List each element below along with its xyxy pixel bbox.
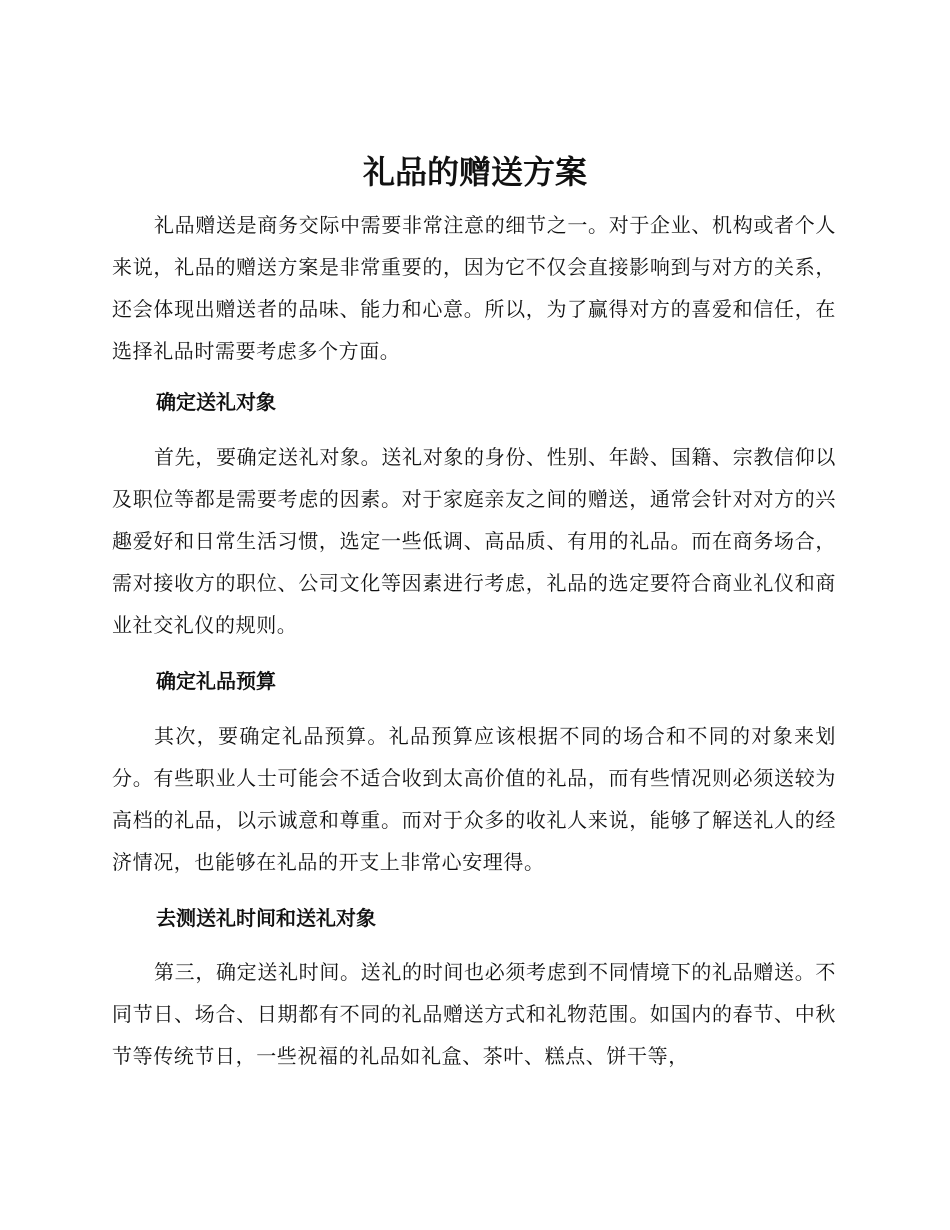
- section-heading-timing: 去测送礼时间和送礼对象: [156, 906, 376, 930]
- section-heading-budget: 确定礼品预算: [156, 669, 276, 693]
- intro-paragraph: 礼品赠送是商务交际中需要非常注意的细节之一。对于企业、机构或者个人来说，礼品的赠送方案是非常重要的，因为它不仅会直接影响到与对方的关系，还会体现出赠送者的品味、能力和心意。所以，为了赢得对方的喜爱和信任，在选择礼品时需要考虑多个方面。: [112, 213, 836, 363]
- section-body-recipient: 首先，要确定送礼对象。送礼对象的身份、性别、年龄、国籍、宗教信仰以及职位等都是需要考虑的因素。对于家庭亲友之间的赠送，通常会针对对方的兴趣爱好和日常生活习惯，选定一些低调、高品质、有用的礼品。而在商务场合，需对接收方的职位、公司文化等因素进行考虑，礼品的选定要符合商业礼仪和商业社交礼仪的规则。: [112, 445, 836, 637]
- document-title: 礼品的赠送方案: [362, 153, 587, 191]
- section-body-budget: 其次，要确定礼品预算。礼品预算应该根据不同的场合和不同的对象来划分。有些职业人士可能会不适合收到太高价值的礼品，而有些情况则必须送较为高档的礼品，以示诚意和尊重。而对于众多的收礼人来说，能够了解送礼人的经济情况，也能够在礼品的开支上非常心安理得。: [112, 724, 836, 874]
- section-heading-recipient: 确定送礼对象: [156, 390, 276, 414]
- section-body-timing: 第三，确定送礼时间。送礼的时间也必须考虑到不同情境下的礼品赠送。不同节日、场合、日期都有不同的礼品赠送方式和礼物范围。如国内的春节、中秋节等传统节日，一些祝福的礼品如礼盒、茶叶、糕点、饼干等，: [112, 960, 836, 1068]
